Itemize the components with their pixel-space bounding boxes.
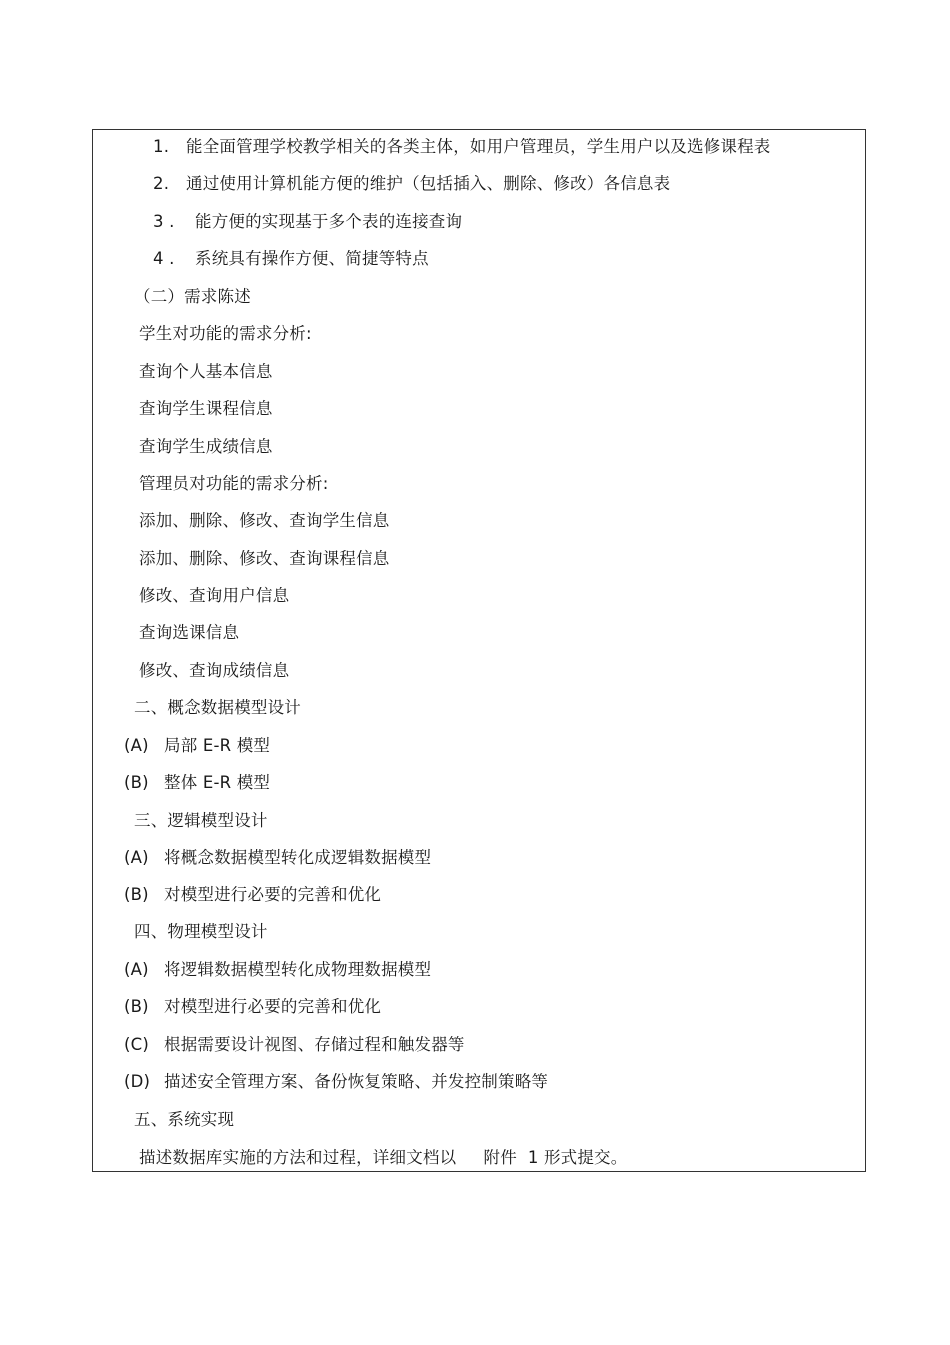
objective-text: 能全面管理学校教学相关的各类主体，如用户管理员，学生用户以及选修课程表: [186, 137, 771, 156]
objective-item-4: [153, 249, 429, 269]
objective-item-1: [153, 137, 771, 157]
objective-number: 2.: [153, 174, 170, 193]
list-item: [124, 1072, 548, 1092]
physical-heading: 四、物理模型设计: [134, 922, 268, 941]
conceptual-heading: 二、概念数据模型设计: [134, 698, 301, 717]
list-item: 添加、删除、修改、查询学生信息: [139, 511, 390, 530]
list-item: 查询学生成绩信息: [139, 437, 273, 456]
implementation-heading: 五、系统实现: [134, 1110, 235, 1129]
item-text: 对模型进行必要的完善和优化: [164, 885, 382, 904]
item-text: 将概念数据模型转化成逻辑数据模型: [164, 848, 432, 867]
list-item: 添加、删除、修改、查询课程信息: [139, 549, 390, 568]
list-item: [124, 997, 381, 1017]
item-label: (D): [124, 1072, 151, 1091]
list-item: [124, 1035, 465, 1055]
item-label: (B): [124, 885, 149, 904]
item-text: 将逻辑数据模型转化成物理数据模型: [164, 960, 432, 979]
objective-item-2: [153, 174, 670, 194]
item-label: (A): [124, 960, 149, 979]
logical-heading: 三、逻辑模型设计: [134, 811, 268, 830]
list-item: [124, 848, 431, 868]
item-text: 整体 E-R 模型: [164, 773, 271, 792]
objective-text: 能方便的实现基于多个表的连接查询: [195, 212, 463, 231]
implementation-text: 描述数据库实施的方法和过程，详细文档以 附件 1 形式提交。: [139, 1148, 628, 1167]
list-item: 查询个人基本信息: [139, 362, 273, 381]
objective-number: 1.: [153, 137, 170, 156]
admin-requirements-title: 管理员对功能的需求分析:: [139, 474, 329, 493]
objective-number: 3 .: [153, 212, 175, 231]
list-item: 修改、查询用户信息: [139, 586, 290, 605]
item-text: 局部 E-R 模型: [164, 736, 271, 755]
objective-text: 通过使用计算机能方便的维护（包括插入、删除、修改）各信息表: [186, 174, 671, 193]
item-label: (A): [124, 848, 149, 867]
student-requirements-title: 学生对功能的需求分析:: [139, 324, 312, 343]
list-item: [124, 773, 270, 793]
objective-number: 4 .: [153, 249, 175, 268]
item-label: (A): [124, 736, 149, 755]
list-item: [124, 885, 381, 905]
item-text: 根据需要设计视图、存储过程和触发器等: [164, 1035, 465, 1054]
list-item: 查询选课信息: [139, 623, 240, 642]
list-item: [124, 960, 431, 980]
list-item: [124, 736, 270, 756]
item-label: (B): [124, 773, 149, 792]
requirements-heading: （二）需求陈述: [134, 287, 251, 306]
item-label: (B): [124, 997, 149, 1016]
objective-item-3: [153, 212, 462, 232]
item-label: (C): [124, 1035, 149, 1054]
item-text: 对模型进行必要的完善和优化: [164, 997, 382, 1016]
objective-text: 系统具有操作方便、简捷等特点: [195, 249, 429, 268]
list-item: 查询学生课程信息: [139, 399, 273, 418]
list-item: 修改、查询成绩信息: [139, 661, 290, 680]
item-text: 描述安全管理方案、备份恢复策略、并发控制策略等: [164, 1072, 549, 1091]
